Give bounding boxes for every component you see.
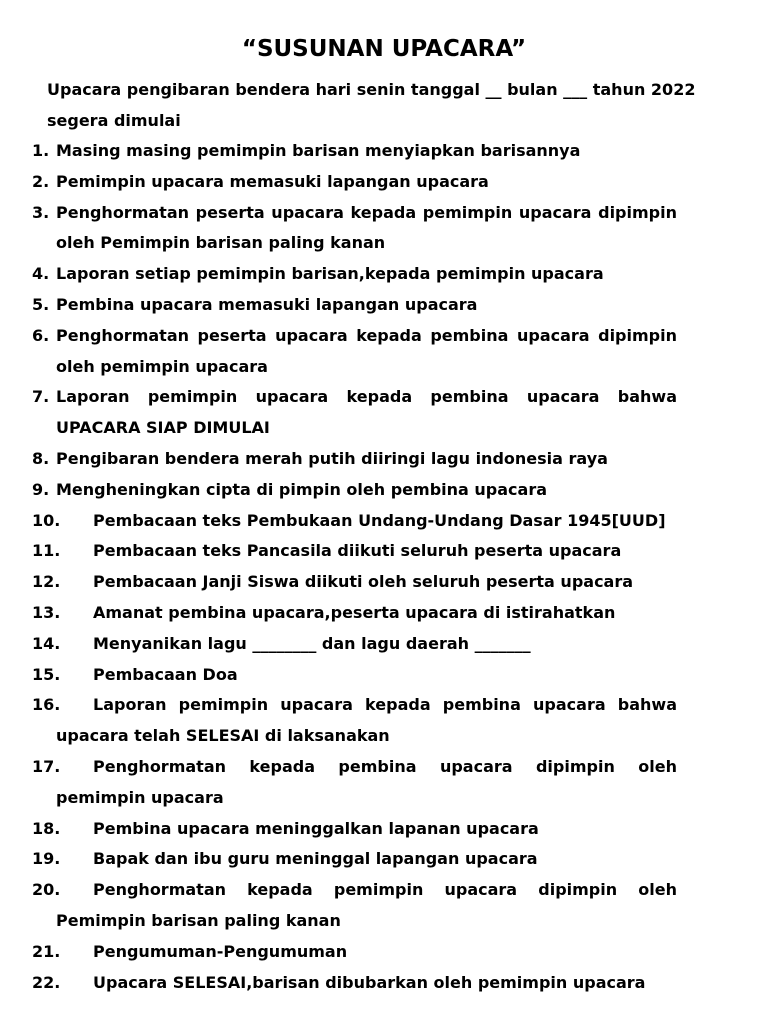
item-number: 21. (32, 941, 61, 961)
list-item (32, 814, 677, 845)
item-number: 15. (32, 664, 61, 684)
item-text: Menyanikan lagu ________ dan lagu daerah _______ (93, 633, 531, 653)
list-item (32, 937, 677, 968)
list-item (32, 136, 677, 167)
list-item (32, 536, 677, 567)
item-text: Penghormatan peserta upacara kepada pemimpin upacara dipimpin oleh Pemimpin barisan paling kanan (56, 202, 677, 253)
item-text: Laporan pemimpin upacara kepada pembina upacara bahwa UPACARA SIAP DIMULAI (56, 387, 677, 438)
item-number: 8. (32, 448, 50, 468)
list-item (32, 598, 677, 629)
list-item (32, 444, 677, 475)
list-item (32, 752, 677, 814)
item-text: Pembacaan Janji Siswa diikuti oleh seluruh peserta upacara (93, 572, 634, 592)
item-number: 16. (32, 695, 61, 715)
list-item (32, 844, 677, 875)
list-item (32, 198, 677, 260)
item-number: 13. (32, 602, 61, 622)
item-text: Pengibaran bendera merah putih diiringi lagu indonesia raya (56, 448, 608, 468)
item-number: 22. (32, 972, 61, 992)
item-text: Mengheningkan cipta di pimpin oleh pembina upacara (56, 479, 547, 499)
list-item (32, 875, 677, 937)
item-text: Penghormatan kepada pemimpin upacara dipimpin oleh Pemimpin barisan paling kanan (56, 880, 677, 930)
item-text: Laporan setiap pemimpin barisan,kepada pemimpin upacara (56, 264, 604, 284)
item-number: 14. (32, 633, 61, 653)
intro-paragraph: Upacara pengibaran bendera hari senin tanggal __ bulan ___ tahun 2022 segera dimulai (47, 80, 696, 130)
list-item (32, 382, 677, 444)
item-text: Bapak dan ibu guru meninggal lapangan upacara (93, 849, 538, 869)
item-number: 11. (32, 541, 61, 561)
item-text: Penghormatan kepada pembina upacara dipimpin oleh pemimpin upacara (56, 756, 677, 807)
list-item (32, 629, 677, 660)
item-text: Pembacaan teks Pancasila diikuti seluruh peserta upacara (93, 541, 622, 561)
list-item (32, 259, 677, 290)
item-text: Pembacaan Doa (93, 664, 238, 684)
ceremony-order-list (32, 136, 677, 998)
item-number: 7. (32, 387, 50, 407)
item-number: 5. (32, 294, 50, 314)
item-text: Amanat pembina upacara,peserta upacara di istirahatkan (93, 602, 616, 622)
list-item (32, 475, 677, 506)
item-text: Upacara SELESAI,barisan dibubarkan oleh pemimpin upacara (93, 972, 646, 992)
item-text: Laporan pemimpin upacara kepada pembina upacara bahwa upacara telah SELESAI di laksanakan (56, 695, 677, 746)
item-number: 1. (32, 141, 50, 160)
list-item (32, 290, 677, 321)
list-item (32, 506, 677, 537)
item-text: Pengumuman-Pengumuman (93, 941, 348, 961)
list-item (32, 690, 677, 752)
item-number: 3. (32, 202, 50, 222)
item-number: 18. (32, 818, 61, 838)
item-number: 9. (32, 479, 50, 499)
list-item (32, 968, 677, 999)
item-number: 10. (32, 510, 61, 530)
list-item (32, 167, 677, 198)
item-text: Pemimpin upacara memasuki lapangan upacara (56, 171, 489, 191)
item-text: Pembacaan teks Pembukaan Undang-Undang Dasar 1945[UUD] (93, 510, 666, 530)
item-text: Masing masing pemimpin barisan menyiapkan barisannya (56, 141, 581, 160)
item-text: Penghormatan peserta upacara kepada pembina upacara dipimpin oleh pemimpin upacara (56, 325, 677, 376)
item-number: 4. (32, 264, 50, 284)
item-number: 12. (32, 572, 61, 592)
list-item (32, 321, 677, 383)
item-number: 17. (32, 756, 61, 776)
item-number: 2. (32, 171, 50, 191)
item-text: Pembina upacara meninggalkan lapanan upacara (93, 818, 539, 838)
item-number: 19. (32, 849, 61, 869)
list-item (32, 567, 677, 598)
page-title: “SUSUNAN UPACARA” (241, 36, 527, 62)
item-number: 20. (32, 880, 61, 900)
item-text: Pembina upacara memasuki lapangan upacara (56, 294, 478, 314)
list-item (32, 660, 677, 691)
item-number: 6. (32, 325, 50, 345)
